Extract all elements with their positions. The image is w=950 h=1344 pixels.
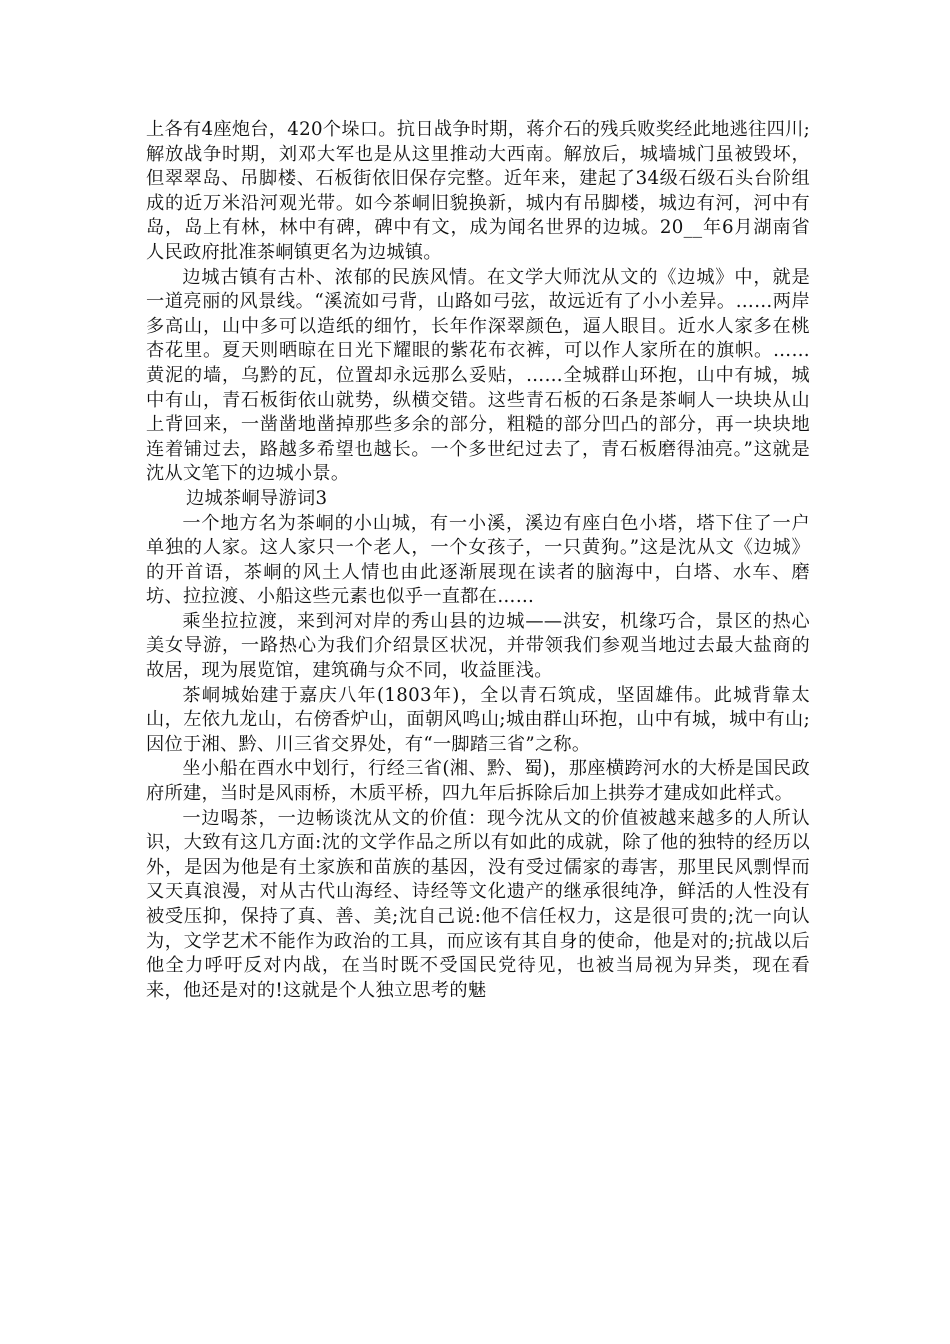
paragraph-boat-bridge: 坐小船在酉水中划行，行经三省(湘、黔、蜀)，那座横跨河水的大桥是国民政府所建，当时是风雨桥，木质平桥，四九年后拆除后加上拱券才建成如此样式。	[146, 758, 810, 805]
paragraph-ferry-hongan: 乘坐拉拉渡，来到河对岸的秀山县的边城——洪安，机缘巧合，景区的热心美女导游，一路热心为我们介绍景区状况，并带领我们参观当地过去最大盐商的故居，现为展览馆，建筑确与众不同，收益匪浅。	[146, 610, 810, 682]
paragraph-opening-quote: 一个地方名为茶峒的小山城，有一小溪，溪边有座白色小塔，塔下住了一户单独的人家。这人家只一个老人，一个女孩子，一只黄狗。”这是沈从文《边城》的开首语，茶峒的风土人情也由此逐渐展现在读者的脑海中，白塔、水车、磨坊、拉拉渡、小船这些元素也似乎一直都在……	[146, 512, 810, 608]
section-heading: 边城茶峒导游词3	[186, 487, 328, 509]
paragraph-continuation: 上各有4座炮台，420个垛口。抗日战争时期，蒋介石的残兵败奖经此地逃往四川;解放战争时期，刘邓大军也是从这里推动大西南。解放后，城墙城门虽被毁坏，但翠翠岛、吊脚楼、石板街依旧保存完整。近年来，建起了34级石级石头台阶组成的近万米沿河观光带。如今茶峒旧貌换新，城内有吊脚楼，城边有河，河中有岛，岛上有林，林中有碑，碑中有文，成为闻名世界的边城。20__年6月湖南省人民政府批准茶峒镇更名为边城镇。	[146, 119, 811, 263]
paragraph-city-history: 茶峒城始建于嘉庆八年(1803年)，全以青石筑成，坚固雄伟。此城背靠太山，左依九龙山，右傍香炉山，面朝风鸣山;城由群山环抱，山中有城，城中有山;因位于湘、黔、川三省交界处，有“一脚踏三省”之称。	[146, 684, 810, 755]
document-body	[146, 118, 810, 1003]
paragraph-shen-congwen-value: 一边喝茶，一边畅谈沈从文的价值：现今沈从文的价值被越来越多的人所认识，大致有这几方面:沈的文学作品之所以有如此的成就，除了他的独特的经历以外，是因为他是有土家族和苗族的基因，没有受过儒家的毒害，那里民风剽悍而又天真浪漫，对从古代山海经、诗经等文化遗产的继承很纯净，鲜活的人性没有被受压抑，保持了真、善、美;沈自己说:他不信任权力，这是很可贵的;沈一向认为，文学艺术不能作为政治的工具，而应该有其自身的使命，他是对的;抗战以后他全力呼吁反对内战，在当时既不受国民党待见，也被当局视为异类，现在看来，他还是对的!这就是个人独立思考的魅	[146, 807, 810, 1001]
paragraph-biancheng-customs: 边城古镇有古朴、浓郁的民族风情。在文学大师沈从文的《边城》中，就是一道亮丽的风景线。“溪流如弓背，山路如弓弦，故远近有了小小差异。……两岸多高山，山中多可以造纸的细竹，长年作深翠颜色，逼人眼目。近水人家多在桃杏花里。夏天则晒晾在日光下耀眼的紫花布衣裤，可以作人家所在的旗帜。……黄泥的墙，乌黔的瓦，位置却永远那么妥贴，……全城群山环抱，山中有城，城中有山，青石板街依山就势，纵横交错。这些青石板的石条是茶峒人一块块从山上背回来，一凿凿地凿掉那些多余的部分，粗糙的部分凹凸的部分，再一块块地连着铺过去，路越多希望也越长。一个多世纪过去了，青石板磨得油亮。”这就是沈从文笔下的边城小景。	[146, 266, 810, 485]
